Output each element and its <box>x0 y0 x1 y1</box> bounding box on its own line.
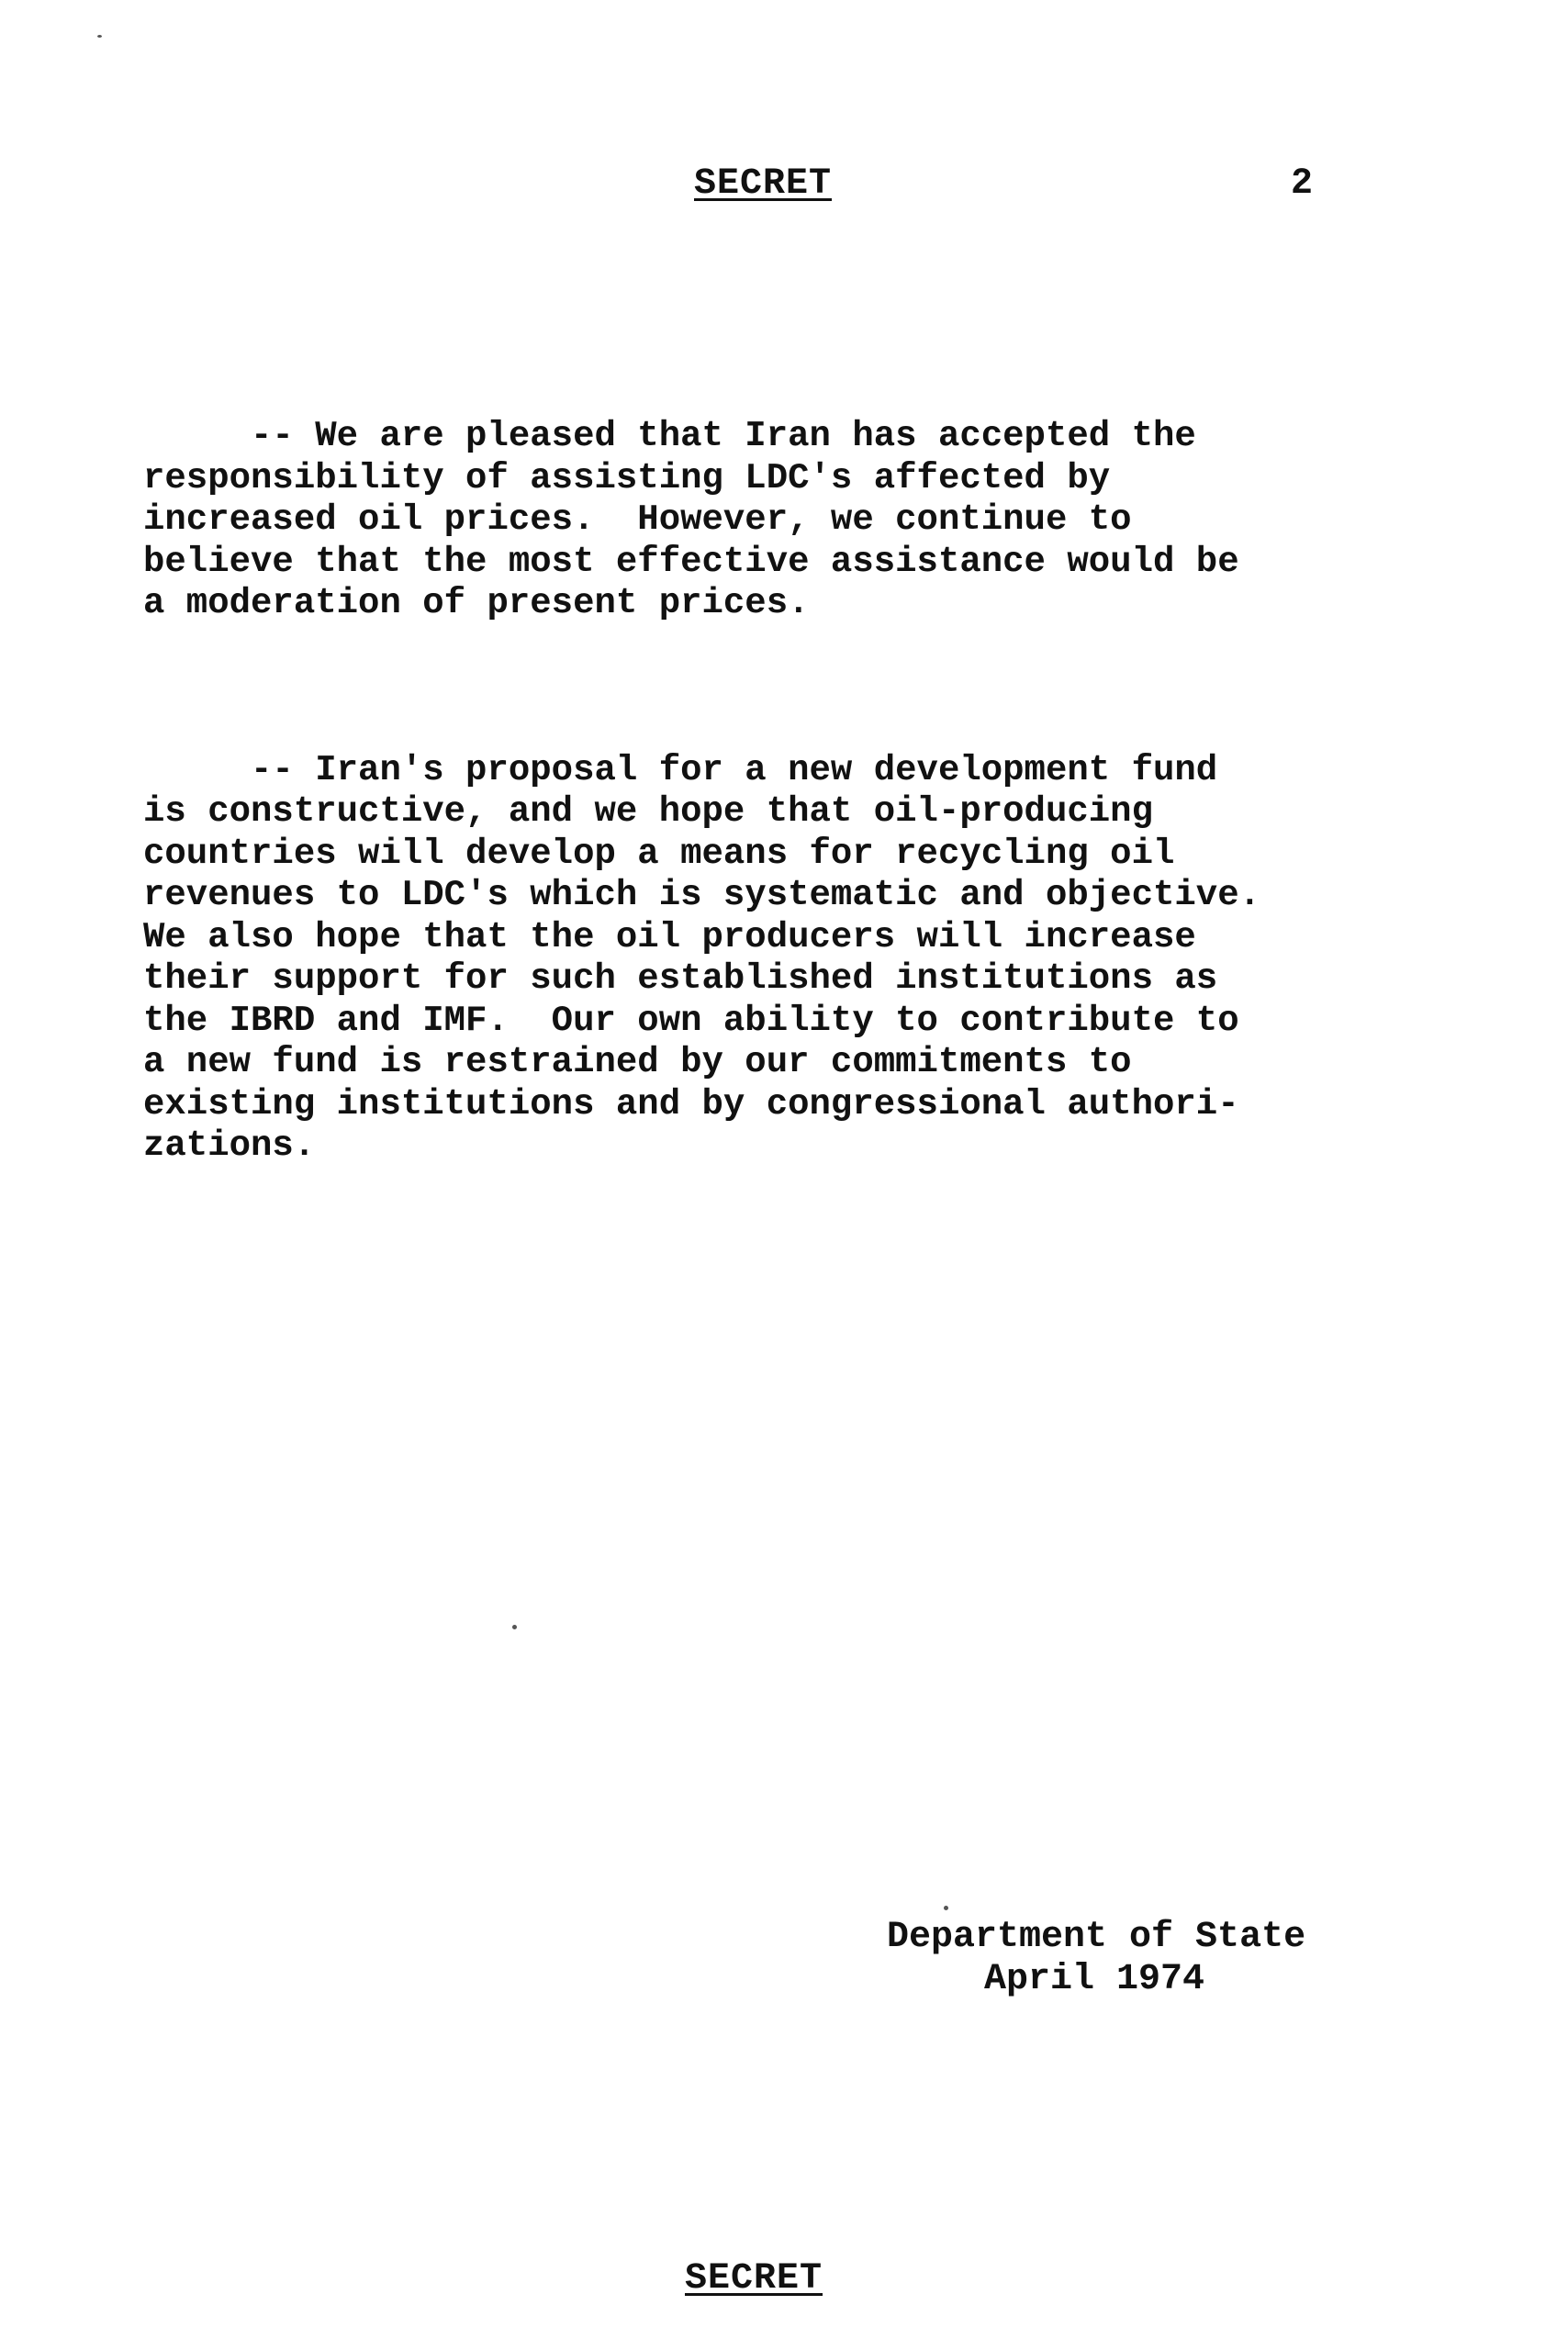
paragraph-development-fund <box>143 750 1447 1168</box>
classification-header: SECRET <box>694 163 833 205</box>
classification-footer: SECRET <box>685 2258 823 2300</box>
text-line: zations. <box>143 1125 316 1166</box>
text-line: existing institutions and by congressional authori- <box>143 1083 1239 1125</box>
memo-body <box>143 332 1447 1292</box>
scan-speck <box>944 1906 948 1910</box>
text-line: -- Iran's proposal for a new development fund <box>143 749 1218 790</box>
scan-speck <box>512 1625 517 1629</box>
signature-block <box>887 1917 1305 2001</box>
text-line: increased oil prices. However, we continue to <box>143 499 1132 540</box>
issue-date: April 1974 <box>984 1959 1205 2000</box>
paragraph-iran-ldc-assistance <box>143 416 1447 625</box>
issuing-organization: Department of State <box>887 1917 1306 1958</box>
text-line: We also hope that the oil producers will increase <box>143 916 1196 957</box>
text-line: a moderation of present prices. <box>143 583 810 623</box>
text-line: -- We are pleased that Iran has accepted the <box>143 416 1196 456</box>
text-line: revenues to LDC's which is systematic and objective. <box>143 875 1260 915</box>
text-line: the IBRD and IMF. Our own ability to contribute to <box>143 1000 1239 1041</box>
text-line: is constructive, and we hope that oil-producing <box>143 791 1153 832</box>
text-line: responsibility of assisting LDC's affected by <box>143 457 1111 498</box>
scan-speck <box>97 35 102 38</box>
text-line: believe that the most effective assistance would be <box>143 541 1239 582</box>
text-line: a new fund is restrained by our commitments to <box>143 1042 1132 1082</box>
text-line: countries will develop a means for recycling oil <box>143 833 1175 874</box>
text-line: their support for such established institutions as <box>143 958 1218 999</box>
page-number: 2 <box>1291 163 1314 205</box>
